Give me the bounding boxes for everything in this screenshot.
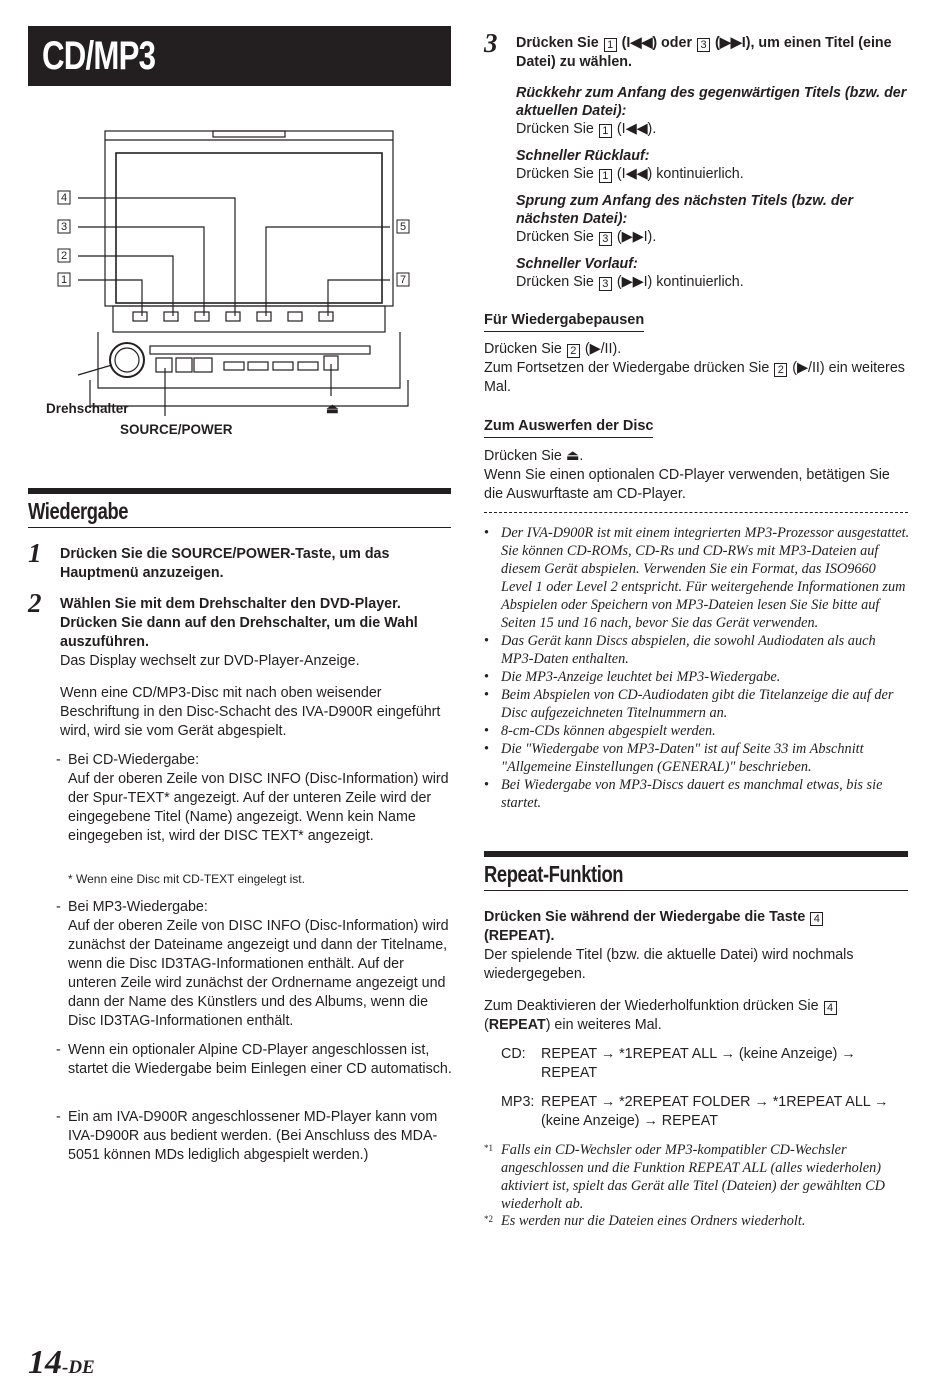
- device-diagram: [28, 120, 451, 450]
- footnote: * Wenn eine Disc mit CD-TEXT eingelegt ist.: [68, 872, 305, 886]
- footnote-1: *1 Falls ein CD-Wechsler oder MP3-kompatibler CD-Wechsler angeschlossen und die Funktion REPEAT ALL (alles wiederholen) aktiviert ist, spielt das Gerät alle Titel (Dateien) der gewählten CD wiederholt ab.: [484, 1142, 885, 1212]
- list-item: • 8-cm-CDs können abgespielt werden.: [484, 722, 910, 740]
- subheading-pause: Für Wiedergabepausen: [484, 311, 644, 332]
- list-item: - Ein am IVA-D900R angeschlossener MD-Player kann vom IVA-D900R aus bedient werden. (Bei Anschluss des MDA-5051 können MDs lediglich abgespielt werden.): [56, 1108, 452, 1165]
- button-icon: [133, 312, 147, 321]
- list-item: • Bei Wiedergabe von MP3-Discs dauert es manchmal etwas, bis sie startet.: [484, 776, 910, 812]
- repeat-cd-sequence: REPEAT → *1REPEAT ALL → (keine Anzeige) → REPEAT: [541, 1046, 856, 1081]
- repeat-instruction: Drücken Sie während der Wiedergabe die Taste 4 (REPEAT). Der spielende Titel (bzw. die aktuelle Datei) wird nochmals wiedergegeben.: [484, 909, 854, 982]
- repeat-mp3-label: MP3:: [501, 1094, 535, 1110]
- list-item: • Die "Wiedergabe von MP3-Daten" ist auf Seite 33 im Abschnitt "Allgemeine Einstellungen (GENERAL)" beschrieben.: [484, 740, 910, 776]
- step-1: Drücken Sie die SOURCE/POWER-Taste, um das Hauptmenü anzuzeigen.: [60, 546, 390, 581]
- callout-7: 7: [400, 274, 407, 286]
- callout-2: 2: [61, 250, 68, 262]
- callout-5: 5: [400, 221, 407, 233]
- list-item: - Bei CD-Wiedergabe: Auf der oberen Zeile von DISC INFO (Disc-Information) wird der Spur-TEXT* angezeigt. Auf der unteren Zeile wird der eingegebene Titel (Name) angezeigt. Wenn kein Name eingegeben ist, wird der DISC TEXT* angezeigt.: [56, 751, 452, 846]
- repeat-off: Zum Deaktivieren der Wiederholfunktion drücken Sie 4 (REPEAT) ein weiteres Mal.: [484, 997, 910, 1035]
- list-item: • Das Gerät kann Discs abspielen, die sowohl Audiodaten als auch MP3-Daten enthalten.: [484, 632, 910, 668]
- label-drehschalter: Drehschalter: [46, 401, 129, 416]
- list-item: • Beim Abspielen von CD-Audiodaten gibt die Titelanzeige die auf der Disc aufgezeichneten Titelnummern an.: [484, 686, 910, 722]
- divider: [484, 512, 908, 513]
- step-number: 1: [28, 538, 42, 568]
- subheading-eject: Zum Auswerfen der Disc: [484, 417, 653, 438]
- paragraph: Wenn eine CD/MP3-Disc mit nach oben weisender Beschriftung in den Disc-Schacht des IVA-D900R eingeführt wird, wird sie vom Gerät abgespielt.: [60, 685, 441, 739]
- step-3: Drücken Sie 1 (I◀◀) oder 3 (▶▶I), um einen Titel (eine Datei) zu wählen.: [516, 35, 892, 70]
- label-source-power: SOURCE/POWER: [120, 422, 233, 437]
- step-number: 2: [28, 588, 42, 618]
- list-item: - Wenn ein optionaler Alpine CD-Player angeschlossen ist, startet die Wiedergabe beim Einlegen einer CD automatisch.: [56, 1041, 452, 1079]
- eject-text: Drücken Sie ⏏. Wenn Sie einen optionalen CD-Player verwenden, betätigen Sie die Auswurftaste am CD-Player.: [484, 448, 890, 502]
- pause-text: Drücken Sie 2 (▶/II). Zum Fortsetzen der Wiedergabe drücken Sie 2 (▶/II) ein weiteres Mal.: [484, 341, 905, 395]
- callout-1: 1: [61, 274, 68, 286]
- footnote-2: *2 Es werden nur die Dateien eines Ordners wiederholt.: [484, 1213, 806, 1229]
- repeat-cd-label: CD:: [501, 1046, 526, 1062]
- list-item: - Bei MP3-Wiedergabe: Auf der oberen Zeile von DISC INFO (Disc-Information) wird zunächst der Dateiname angezeigt und dann der Titelname, wenn die Disc ID3TAG-Informationen enthält. Auf der unteren Zeile wird zunächst der Ordnername angezeigt und dann der Name des Künstlers und des Albums, wenn die Disc ID3TAG-Informationen enthält.: [56, 898, 452, 1031]
- notes-list: [484, 524, 910, 812]
- step-3-detail: Rückkehr zum Anfang des gegenwärtigen Titels (bzw. der aktuellen Datei): Drücken Sie 1 (I◀◀). Schneller Rücklauf: Drücken Sie 1 (I◀◀) kontinuierlich. Sprung zum Anfang des nächsten Titels (bzw. der nächsten Datei): Drücken Sie 3 (▶▶I). Schneller Vorlauf: Drücken Sie 3 (▶▶I) kontinuierlich.: [516, 85, 907, 290]
- eject-icon: ⏏: [326, 401, 339, 416]
- callout-3: 3: [61, 221, 68, 233]
- callout-4: 4: [61, 192, 68, 204]
- section-heading-repeat: Repeat-Funktion: [484, 851, 908, 891]
- section-heading-wiedergabe: Wiedergabe: [28, 488, 451, 528]
- list-item: • Die MP3-Anzeige leuchtet bei MP3-Wiedergabe.: [484, 668, 910, 686]
- step-2: Wählen Sie mit dem Drehschalter den DVD-Player. Drücken Sie dann auf den Drehschalter, um die Wahl auszuführen. Das Display wechselt zur DVD-Player-Anzeige.: [60, 596, 418, 669]
- repeat-mp3-sequence: REPEAT → *2REPEAT FOLDER → *1REPEAT ALL → (keine Anzeige) → REPEAT: [541, 1094, 889, 1129]
- step-number: 3: [484, 28, 498, 58]
- list-item: • Der IVA-D900R ist mit einem integrierten MP3-Prozessor ausgestattet. Sie können CD-ROMs, CD-Rs und CD-RWs mit MP3-Dateien auf diesem Gerät abspielen. Verwenden Sie ein Format, das ISO9660 Level 1 oder Level 2 entspricht. Für weitergehende Informationen zum Abspielen oder Speichern von MP3-Dateien lesen Sie Sie bitte auf Seiten 15 und 16 nach, bevor Sie das Gerät verwenden.: [484, 524, 910, 632]
- page-title: CD/MP3: [28, 26, 451, 86]
- page-number: 14-DE: [28, 1344, 95, 1381]
